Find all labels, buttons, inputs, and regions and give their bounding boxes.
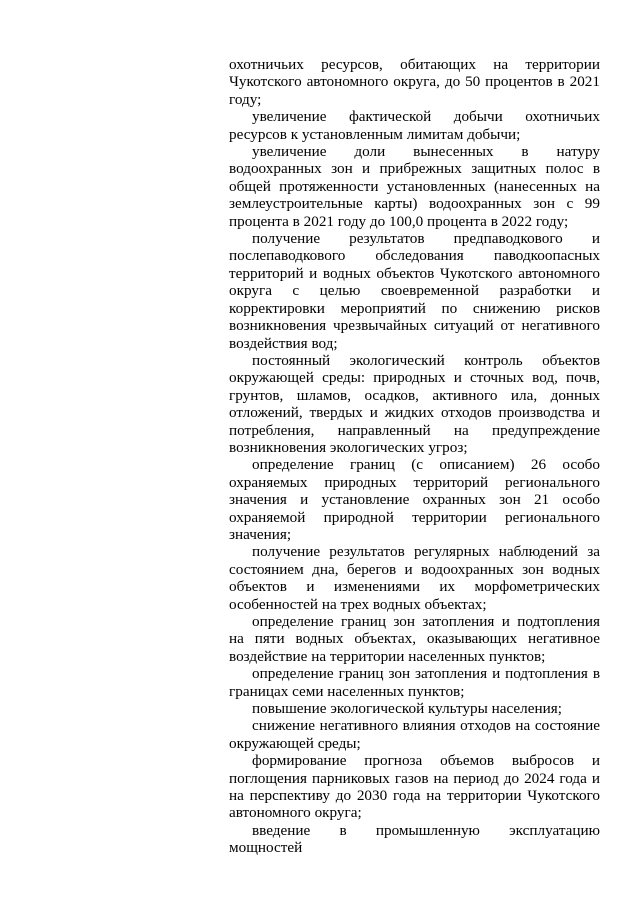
paragraph-hunting-production: увеличение фактической добычи охотничьих ресурсов к установленным лимитам добычи;	[229, 108, 600, 143]
paragraph-environmental-control: постоянный экологический контроль объектов окружающей среды: природных и сточных вод, почв, грунтов, шламов, осадков, активного ила, донных отложений, твердых и жидких отходов производства и потребления, направленный на предупреждение возникновения экологических угроз;	[229, 351, 600, 456]
paragraph-regular-observations: получение результатов регулярных наблюдений за состоянием дна, берегов и водоохранных зон водных объектов и изменениями их морфометрических особенностей на трех водных объектах;	[229, 543, 600, 613]
paragraph-flood-zones-water-bodies: определение границ зон затопления и подтопления на пяти водных объектах, оказывающих негативное воздействие на территории населенных пунктов;	[229, 613, 600, 665]
paragraph-water-protection-zones: увеличение доли вынесенных в натуру водоохранных зон и прибрежных защитных полос в общей протяженности установленных (нанесенных на землеустроительные карты) водоохранных зон с 99 процента в 2021 году до 100,0 процента в 2022 году;	[229, 143, 600, 230]
paragraph-flood-zones-settlements: определение границ зон затопления и подтопления в границах семи населенных пунктов;	[229, 665, 600, 700]
paragraph-waste-impact: снижение негативного влияния отходов на состояние окружающей среды;	[229, 717, 600, 752]
paragraph-protected-territories: определение границ (с описанием) 26 особо охраняемых природных территорий регионального значения и установление охранных зон 21 особо охраняемой природной территории регионального значения;	[229, 456, 600, 543]
paragraph-flood-survey: получение результатов предпаводкового и послепаводкового обследования паводкоопасных территорий и водных объектов Чукотского автономного округа с целью своевременной разработки и корректировки мероприятий по снижению рисков возникновения чрезвычайных ситуаций от негативного воздействия вод;	[229, 230, 600, 352]
paragraph-hunting-resources-continuation: охотничьих ресурсов, обитающих на территории Чукотского автономного округа, до 50 процентов в 2021 году;	[229, 56, 600, 108]
paragraph-greenhouse-gas-forecast: формирование прогноза объемов выбросов и поглощения парниковых газов на период до 2024 года и на перспективу до 2030 года на территории Чукотского автономного округа;	[229, 752, 600, 822]
document-page	[229, 56, 600, 857]
paragraph-ecological-culture: повышение экологической культуры населения;	[252, 700, 562, 718]
paragraph-industrial-commissioning: введение в промышленную эксплуатацию мощностей	[229, 821, 600, 857]
